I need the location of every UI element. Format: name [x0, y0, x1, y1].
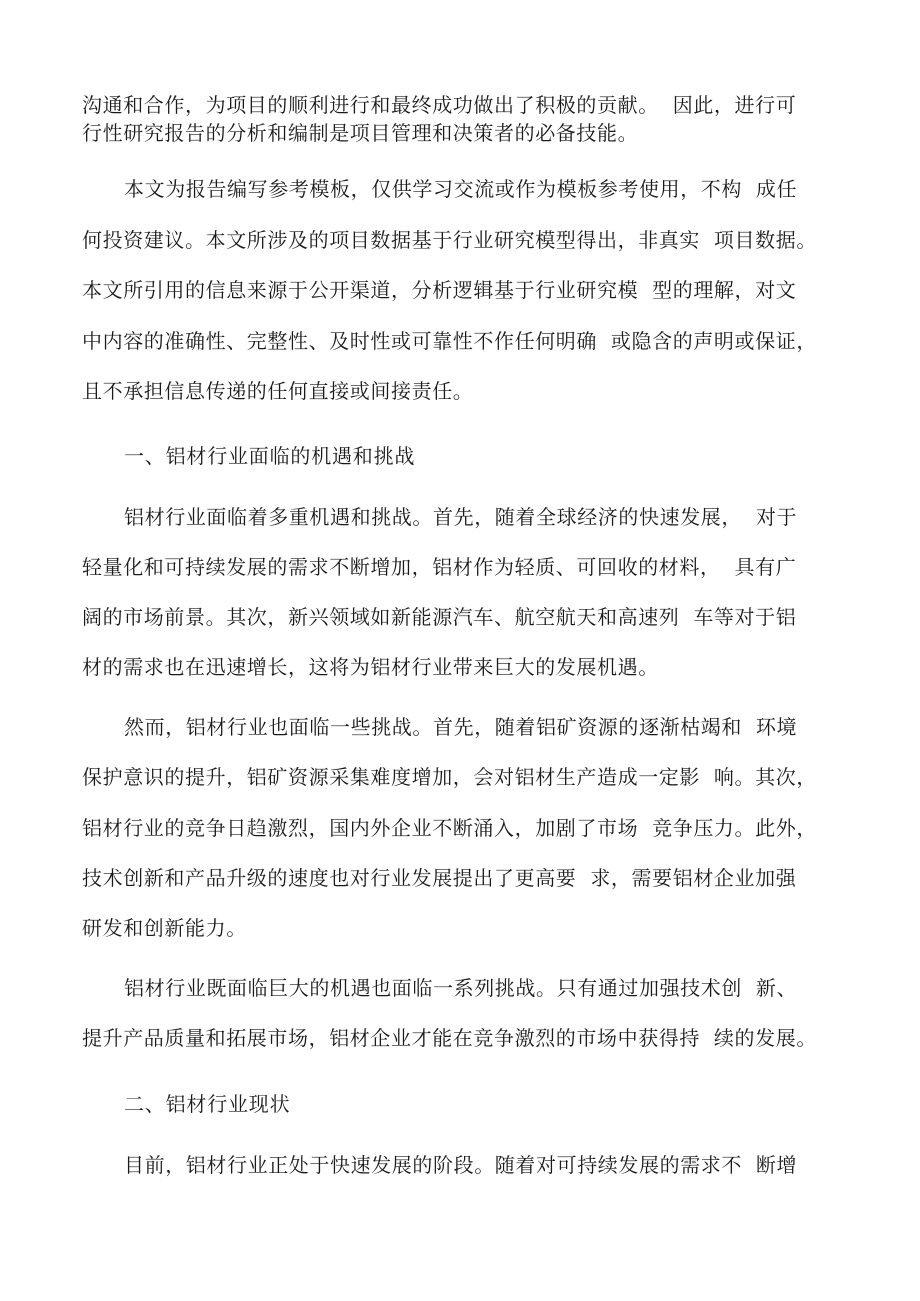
- paragraph-1-line-2: 行性研究报告的分析和编制是项目管理和决策者的必备技能。: [82, 121, 639, 145]
- paragraph-4-line-2: 保护意识的提升，铝矿资源采集难度增加，会对铝材生产造成一定影 响。其次，: [82, 765, 817, 789]
- paragraph-5-line-2: 提升产品质量和拓展市场，铝材企业才能在竞争激烈的市场中获得持 续的发展。: [82, 1026, 817, 1050]
- paragraph-2-line-1: 本文为报告编写参考模板，仅供学习交流或作为模板参考使用，不构 成任: [124, 177, 798, 201]
- paragraph-4-line-5: 研发和创新能力。: [82, 916, 247, 940]
- section-heading-1: 一、铝材行业面临的机遇和挑战: [124, 444, 416, 468]
- paragraph-4-line-3: 铝材行业的竞争日趋激烈，国内外企业不断涌入，加剧了市场 竞争压力。此外，: [82, 816, 817, 840]
- paragraph-2-line-4: 中内容的准确性、完整性、及时性或可靠性不作任何明确 或隐含的声明或保证，: [82, 329, 817, 353]
- paragraph-3-line-3: 阔的市场前景。其次，新兴领域如新能源汽车、航空航天和高速列 车等对于铝: [82, 605, 797, 629]
- paragraph-6-line-1: 目前，铝材行业正处于快速发展的阶段。随着对可持续发展的需求不 断增: [124, 1153, 798, 1177]
- paragraph-2-line-2: 何投资建议。本文所涉及的项目数据基于行业研究模型得出，非真实 项目数据。: [82, 228, 817, 252]
- paragraph-2-line-5: 且不承担信息传递的任何直接或间接责任。: [82, 379, 474, 403]
- paragraph-3-line-4: 材的需求也在迅速增长，这将为铝材行业带来巨大的发展机遇。: [82, 655, 659, 679]
- paragraph-3-line-2: 轻量化和可持续发展的需求不断增加，铝材作为轻质、可回收的材料， 具有广: [82, 555, 797, 579]
- paragraph-5-line-1: 铝材行业既面临巨大的机遇也面临一系列挑战。只有通过加强技术创 新、: [124, 976, 798, 1000]
- paragraph-3-line-1: 铝材行业面临着多重机遇和挑战。首先，随着全球经济的快速发展， 对于: [124, 505, 798, 529]
- paragraph-2-line-3: 本文所引用的信息来源于公开渠道，分析逻辑基于行业研究模 型的理解，对文: [82, 278, 797, 302]
- paragraph-1-line-1: 沟通和合作，为项目的顺利进行和最终成功做出了积极的贡献。 因此，进行可: [82, 93, 797, 117]
- paragraph-4-line-4: 技术创新和产品升级的速度也对行业发展提出了更高要 求，需要铝材企业加强: [82, 866, 797, 890]
- section-heading-2: 二、铝材行业现状: [124, 1092, 291, 1116]
- paragraph-4-line-1: 然而，铝材行业也面临一些挑战。首先，随着铝矿资源的逐渐枯竭和 环境: [124, 715, 798, 739]
